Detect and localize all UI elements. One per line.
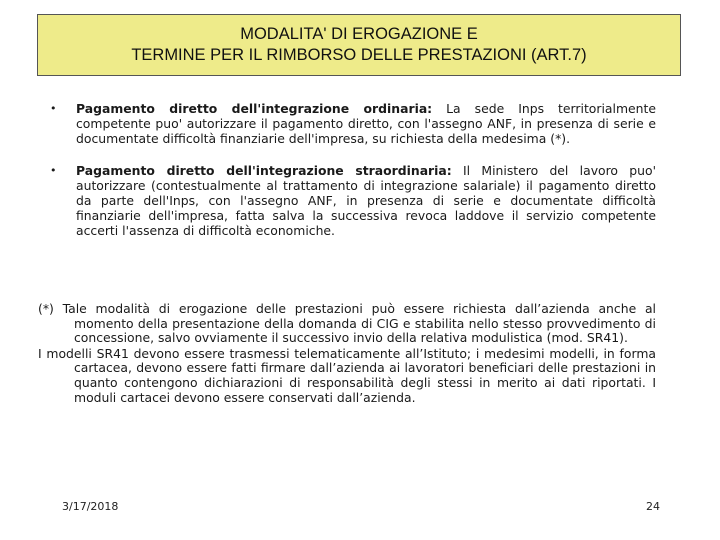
bullet-heading: Pagamento diretto dell'integrazione ordinaria:: [76, 101, 433, 116]
notes-section: [38, 302, 656, 405]
bullet-list: [50, 101, 656, 255]
bullet-item-ordinaria: [50, 101, 656, 147]
page-number: 24: [646, 500, 660, 513]
note-footnote: (*) Tale modalità di erogazione delle prestazioni può essere richiesta dall’azienda anche al momento della presentazione della domanda di CIG e stabilita nello stesso provvedimento di concessione, salvo ovviamente il successivo invio della relativa modulistica (mod. SR41).: [38, 301, 656, 346]
footer-date: 3/17/2018: [62, 500, 119, 513]
bullet-text: La sede Inps territorialmente competente puo' autorizzare il pagamento diretto, con l'assegno ANF, in presenza di serie e documentate difficoltà finanziarie dell'impresa, su richiesta della medesima (*).: [76, 101, 656, 147]
bullet-text: Il Ministero del lavoro puo' autorizzare (contestualmente al trattamento di integrazione salariale) il pagamento diretto da parte dell'Inps, con l'assegno ANF, in presenza di serie e documentate difficoltà finanziarie dell'impresa, fatta salva la successiva revoca laddove il servizio competente accerti l'assenza di difficoltà economiche.: [76, 162, 656, 239]
bullet-heading: Pagamento diretto dell'integrazione straordinaria:: [76, 162, 452, 178]
slide-title: [37, 14, 681, 76]
title-line-1: MODALITA' DI EROGAZIONE E: [240, 25, 478, 43]
bullet-item-straordinaria: [50, 163, 656, 239]
title-line-2: TERMINE PER IL RIMBORSO DELLE PRESTAZIONI (ART.7): [131, 46, 587, 64]
bullet-icon: •: [50, 102, 57, 115]
note-sr41: I modelli SR41 devono essere trasmessi telematicamente all’Istituto; i medesimi modelli, in forma cartacea, devono essere fatti firmare dall’azienda ai lavoratori beneficiari delle prestazioni in quanto contengono dichiarazioni di responsabilità degli stessi in merito ai dati riportati. I moduli cartacei devono essere conservati dall’azienda.: [38, 345, 656, 405]
bullet-icon: •: [50, 163, 57, 177]
